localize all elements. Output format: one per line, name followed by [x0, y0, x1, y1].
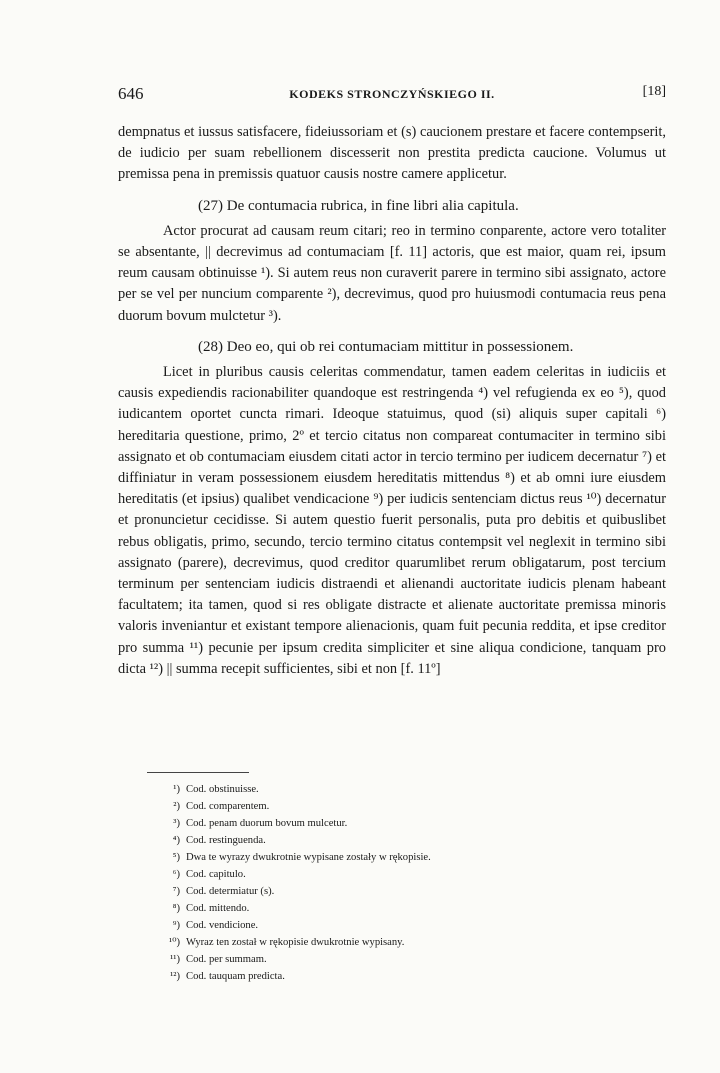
footnote: ²) Cod. comparentem.: [173, 801, 270, 812]
page-header: [118, 84, 666, 106]
footnote: ¹²) Cod. tauquam predicta.: [170, 971, 285, 982]
page-number: 646: [118, 84, 144, 103]
footnote: ¹) Cod. obstinuisse.: [173, 784, 259, 795]
paragraph-28: Licet in pluribus causis celeritas commendatur, tamen eadem celeritas in iudiciis et causis expediendis racionabiliter quandoque est restringenda ⁴) vel refugienda ex eo ⁵), quod iudicantem oportet cuncta rimari. Ideoque statuimus, quod (si) aliquis super capitali ⁶) hereditaria questione, primo, 2º et tercio citatus non compareat contumaciter in termino sibi assignato et ob contumaciam eiusdem citati actor in tercio termino per iudicem decernatur ⁷) et diffiniatur in veram possessionem eiusdem hereditatis mittendus ⁸) et ab omni iure eiusdem hereditatis (et ipsius) qualibet vendicacione ⁹) per iudicis sentenciam dictus reus ¹⁰) decernatur et pronuncietur cecidisse. Si autem questio fuerit personalis, puta pro debitis et quibuslibet rebus obligatis, primo, secundo, tercio termino citatus contempsit vel neglexit in termino sibi assignato (parere), decrevimus, quod creditor quarumlibet rerum obligatarum, post tercium terminum per sentenciam iudicis distraendi et alienandi auctoritate iudicis plenam habeant facultatem; ita tamen, quod si res obligate distracte et alienate auctoritate premissa minoris valoris inveniantur et existant tempore alienacionis, quam fuit pecunia reddita, et ipse creditor pro summa ¹¹) pecunie per ipsum credita simpliciter et sine aliqua condicione, tanquam pro dicta ¹²) || summa recepit sufficientes, sibi et non [f. 11º]: [118, 364, 666, 677]
footnote: ⁷) Cod. determiatur (s).: [172, 886, 275, 897]
main-text: [118, 122, 666, 680]
footnote: ¹¹) Cod. per summam.: [170, 954, 267, 965]
chapter-heading-27: (27) De contumacia rubrica, in fine libri alia capitula.: [198, 197, 519, 214]
footnote-separator: [147, 772, 249, 773]
section-marker: [18]: [642, 84, 666, 99]
footnote: ⁹) Cod. vendicione.: [172, 920, 259, 931]
running-title: KODEKS STRONCZYŃSKIEGO II.: [289, 87, 495, 101]
footnote: ³) Cod. penam duorum bovum mulcetur.: [173, 818, 348, 829]
footnote: ⁶) Cod. capitulo.: [172, 869, 246, 880]
footnote: ⁴) Cod. restinguenda.: [172, 835, 266, 846]
footnote: ¹⁰) Wyraz ten został w rękopisie dwukrotnie wypisany.: [169, 937, 405, 948]
paragraph-continued: dempnatus et iussus satisfacere, fideiussoriam et (s) caucionem prestare et facere contempserit, de iudicio per suam rebellionem discesserit non prestita predicta caucione. Volumus ut premissa pena in premissis quatuor causis nostre camere applicetur.: [118, 124, 666, 183]
chapter-heading-28: (28) Deo eo, qui ob rei contumaciam mittitur in possessionem.: [198, 338, 574, 355]
footnotes: [160, 781, 560, 985]
footnote: ⁸) Cod. mittendo.: [172, 903, 250, 914]
paragraph-27: Actor procurat ad causam reum citari; reo in termino conparente, actore vero totaliter se absentante, || decrevimus ad contumaciam [f. 11] actoris, que est maior, quam rei, ipsum reum causam obtinuisse ¹). Si autem reus non curaverit parere in termino sibi assignato, actore per se vel per nuncium comparente ²), decrevimus, quod pro huiusmodi contumacia reus pena duorum bovum mulctetur ³).: [118, 222, 666, 324]
footnote: ⁵) Dwa te wyrazy dwukrotnie wypisane zostały w rękopisie.: [172, 852, 431, 863]
